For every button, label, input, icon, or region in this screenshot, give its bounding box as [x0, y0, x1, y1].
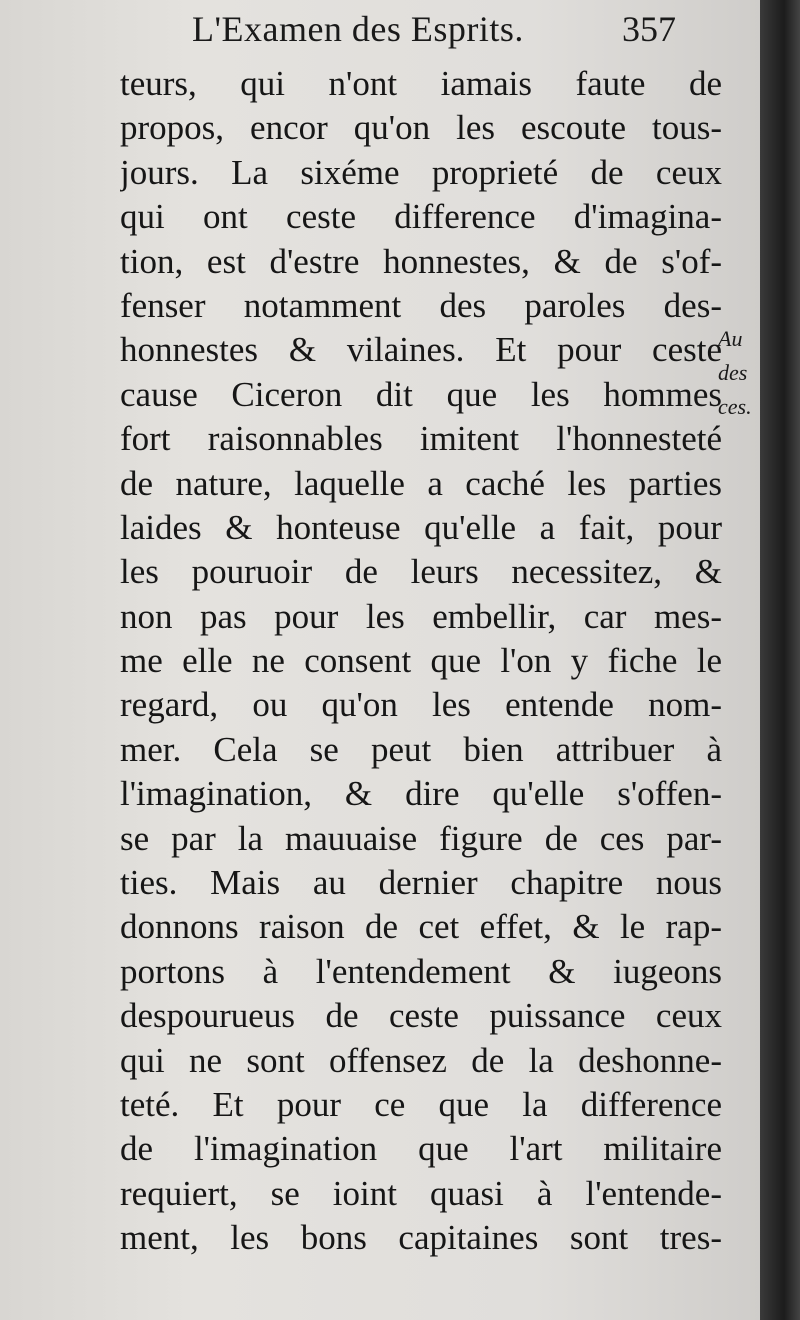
text-line: teurs, qui n'ont iamais faute de [120, 64, 722, 103]
text-line: fenser notamment des paroles des- [120, 285, 722, 325]
body-text [120, 62, 722, 1261]
text-line: propos, encor qu'on les escoute tous- [120, 108, 722, 148]
text-line: mer. Cela se peut bien attribuer à [120, 729, 722, 769]
text-line: requiert, se ioint quasi à l'entende- [120, 1173, 722, 1213]
text-line: ment, les bons capitaines sont tres- [120, 1218, 722, 1258]
text-line: portons à l'entendement & iugeons [120, 951, 722, 991]
page-number: 357 [622, 9, 676, 49]
text-line: non pas pour les embellir, car mes- [120, 596, 722, 636]
marginal-note-line: des [718, 360, 748, 385]
text-line: regard, ou qu'on les entende nom- [120, 685, 722, 725]
running-head-title: L'Examen des Esprits. [192, 9, 524, 49]
text-line: qui ne sont offensez de la deshonne- [120, 1040, 722, 1080]
text-line: tion, est d'estre honnestes, & de s'of- [120, 241, 722, 281]
text-line: teté. Et pour ce que la difference [120, 1084, 722, 1124]
text-line: de nature, laquelle a caché les parties [120, 463, 722, 503]
text-line: jours. La sixéme proprieté de ceux [120, 152, 722, 192]
text-line: despourueus de ceste puissance ceux [120, 996, 722, 1036]
text-line: me elle ne consent que l'on y fiche le [120, 641, 722, 681]
text-line: les pouruoir de leurs necessitez, & [120, 552, 722, 592]
text-line: laides & honteuse qu'elle a fait, pour [120, 507, 722, 547]
text-line: honnestes & vilaines. Et pour ceste [120, 330, 722, 370]
marginal-note-line: Au [718, 326, 743, 351]
text-line: l'imagination, & dire qu'elle s'offen- [120, 774, 722, 814]
text-line: ties. Mais au dernier chapitre nous [120, 863, 722, 903]
text-line: cause Ciceron dit que les hommes [120, 374, 722, 414]
marginal-note [718, 322, 760, 424]
text-line: se par la mauuaise figure de ces par- [120, 818, 722, 858]
text-line: qui ont ceste difference d'imagina- [120, 197, 722, 237]
text-line: fort raisonnables imitent l'honnesteté [120, 419, 722, 459]
running-head [192, 8, 712, 60]
text-line: de l'imagination que l'art militaire [120, 1129, 722, 1169]
marginal-note-line: ces. [718, 394, 752, 419]
text-line: donnons raison de cet effet, & le rap- [120, 907, 722, 947]
book-gutter [760, 0, 800, 1320]
